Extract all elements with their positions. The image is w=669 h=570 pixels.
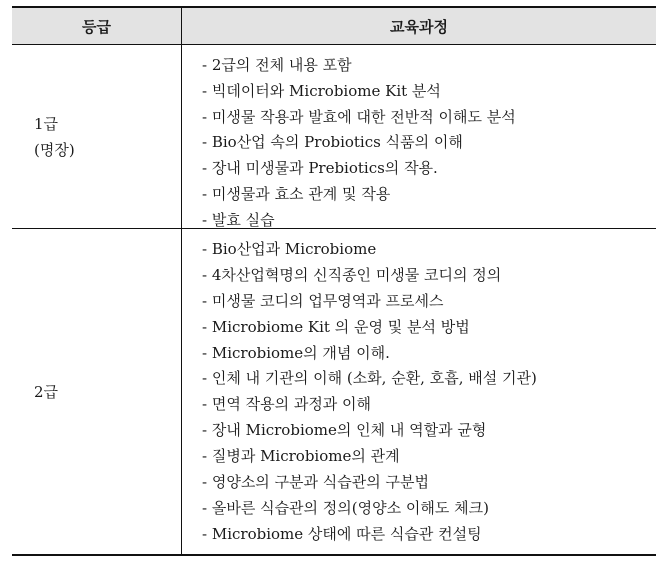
course-cell bbox=[182, 229, 656, 554]
list-item: - 2급의 전체 내용 포함 bbox=[202, 56, 352, 74]
list-item: - Microbiome의 개념 이해. bbox=[202, 343, 390, 362]
header-grade: 등급 bbox=[12, 8, 182, 44]
list-item: - 장내 Microbiome의 인체 내 역할과 균형 bbox=[202, 421, 487, 440]
list-item: - Microbiome 상태에 따른 식습관 컨설팅 bbox=[202, 524, 482, 543]
header-course: 교육과정 bbox=[390, 17, 448, 36]
grade-cell bbox=[12, 229, 182, 554]
grade-label: 2급 bbox=[34, 382, 59, 401]
list-item: - 면역 작용의 과정과 이해 bbox=[202, 395, 372, 414]
table-row bbox=[12, 229, 656, 554]
grade-label: 1급 bbox=[34, 114, 59, 133]
grade-sublabel: (명장) bbox=[34, 140, 75, 159]
list-item: - 영양소의 구분과 식습관의 구분법 bbox=[202, 473, 430, 492]
list-item: - 질병과 Microbiome의 관계 bbox=[202, 447, 400, 466]
table-row bbox=[12, 45, 656, 229]
list-item: - Microbiome Kit 의 운영 및 분석 방법 bbox=[202, 317, 470, 336]
course-cell bbox=[182, 45, 656, 228]
curriculum-table bbox=[12, 6, 656, 556]
list-item: - 올바른 식습관의 정의(영양소 이해도 체크) bbox=[202, 498, 489, 517]
table-header-row bbox=[12, 8, 656, 45]
list-item: - 빅데이터와 Microbiome Kit 분석 bbox=[202, 81, 441, 100]
list-item: - 발효 실습 bbox=[202, 210, 275, 229]
list-item: - 4차산업혁명의 신직종인 미생물 코디의 정의 bbox=[202, 265, 502, 284]
list-item: - 미생물 작용과 발효에 대한 전반적 이해도 분석 bbox=[202, 107, 516, 126]
list-item: - Bio산업 속의 Probiotics 식품의 이해 bbox=[202, 133, 463, 152]
list-item: - Bio산업과 Microbiome bbox=[202, 240, 377, 258]
list-item: - 미생물과 효소 관계 및 작용 bbox=[202, 184, 391, 203]
course-list bbox=[202, 237, 656, 548]
list-item: - 장내 미생물과 Prebiotics의 작용. bbox=[202, 159, 438, 178]
course-list bbox=[202, 53, 656, 234]
list-item: - 미생물 코디의 업무영역과 프로세스 bbox=[202, 291, 444, 310]
list-item: - 인체 내 기관의 이해 (소화, 순환, 호흡, 배설 기관) bbox=[202, 369, 537, 388]
grade-cell bbox=[12, 45, 182, 228]
